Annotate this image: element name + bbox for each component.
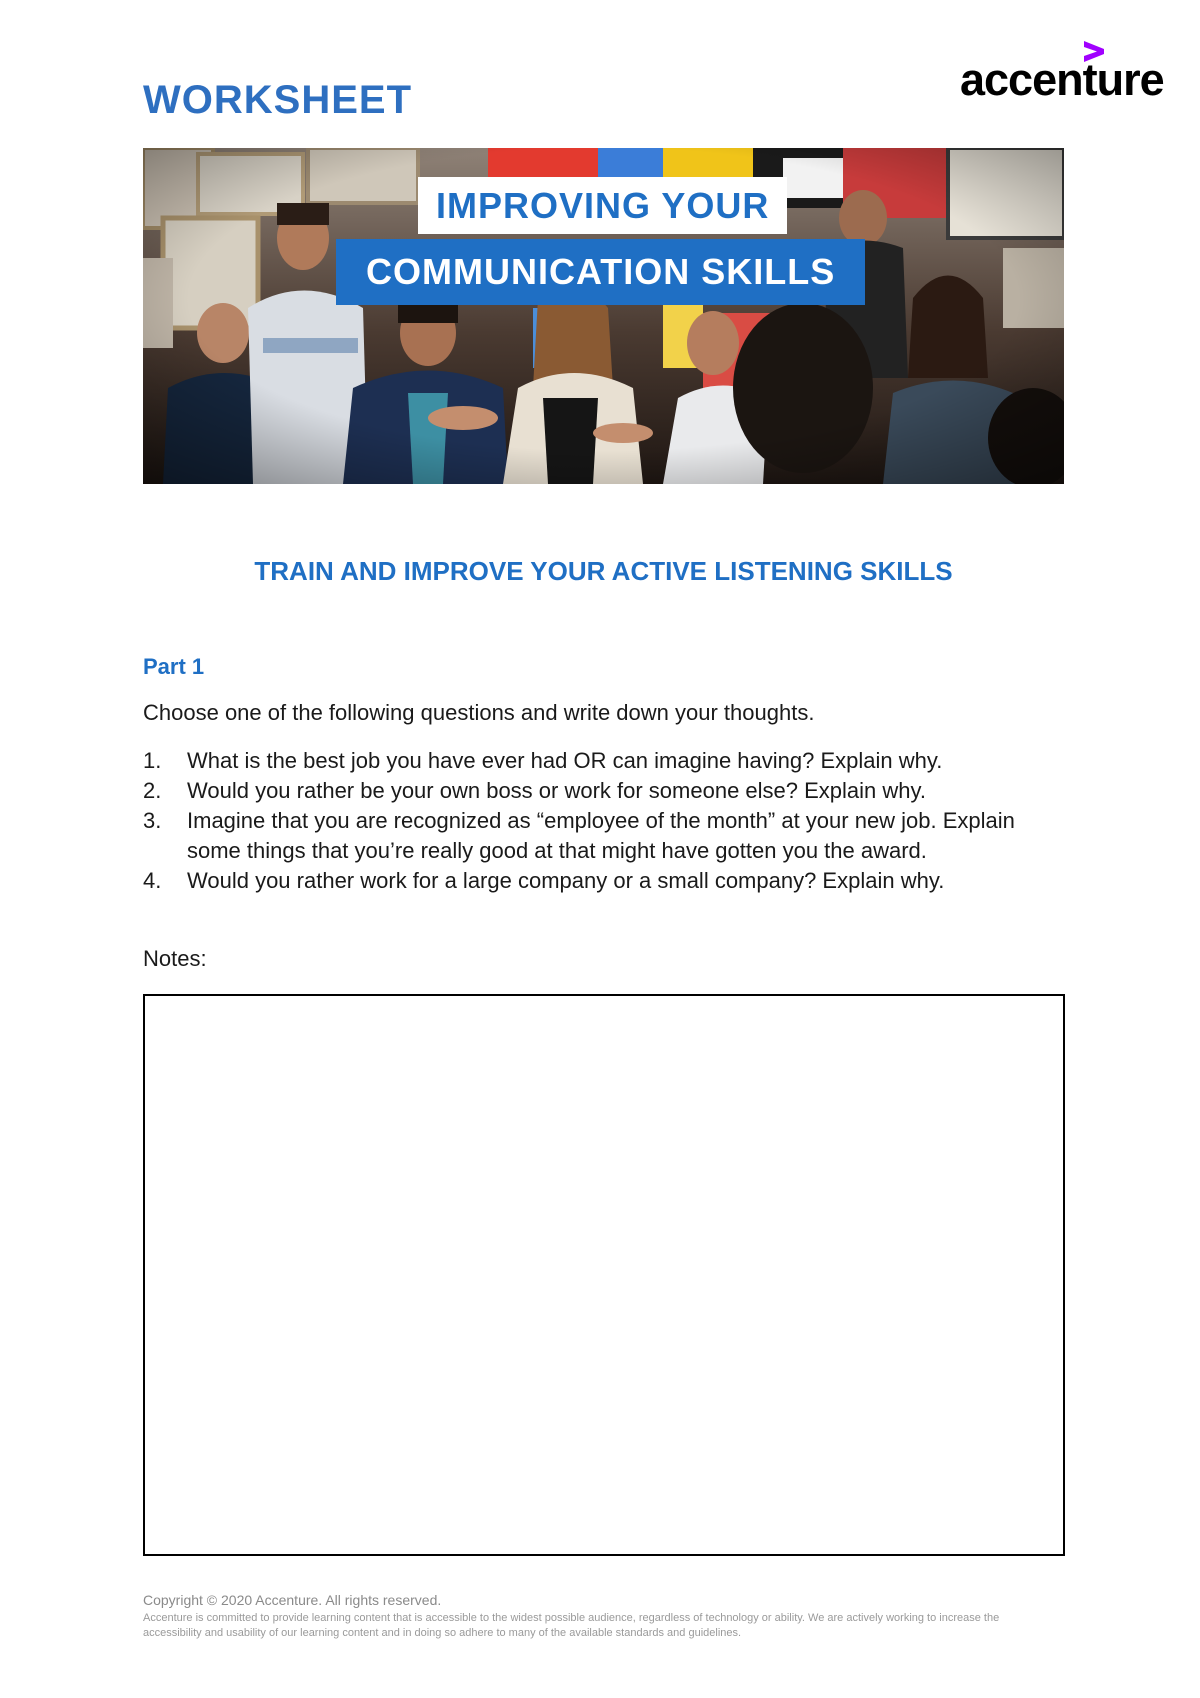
- list-item-number: 2.: [143, 778, 162, 803]
- notes-box[interactable]: [143, 994, 1065, 1556]
- banner-title-line-1: IMPROVING YOUR: [418, 177, 787, 234]
- list-item-number: 1.: [143, 748, 162, 773]
- accenture-logo: [960, 38, 1170, 108]
- intro-text: Choose one of the following questions and write down your thoughts.: [143, 700, 815, 725]
- list-item: [143, 776, 1047, 806]
- list-item: [143, 806, 1047, 866]
- footer-disclaimer: Accenture is committed to provide learning content that is accessible to the widest possible audience, regardless of technology or ability. We are actively working to increase the accessibility and usability of our learning content and in doing so adhere to many of the available standards and guidelines.: [143, 1612, 1000, 1639]
- list-item-number: 3.: [143, 808, 162, 833]
- page-title: WORKSHEET: [143, 78, 412, 122]
- hero-banner: [143, 148, 1064, 484]
- list-item-text: Would you rather be your own boss or work for someone else? Explain why.: [187, 778, 926, 803]
- part-heading: Part 1: [143, 654, 205, 679]
- question-list: [143, 746, 1064, 896]
- list-item-text: Imagine that you are recognized as “employee of the month” at your new job. Explain some things that you’re really good at that might have gotten you the award.: [187, 808, 1015, 863]
- footer-copyright: Copyright © 2020 Accenture. All rights reserved.: [143, 1592, 442, 1608]
- notes-label: Notes:: [143, 946, 207, 971]
- section-heading: TRAIN AND IMPROVE YOUR ACTIVE LISTENING SKILLS: [254, 556, 953, 586]
- list-item: [143, 746, 1047, 776]
- logo-wordmark: accenture: [960, 54, 1164, 105]
- list-item-number: 4.: [143, 868, 162, 893]
- list-item: [143, 866, 1047, 896]
- banner-title-line-2: COMMUNICATION SKILLS: [336, 239, 865, 305]
- list-item-text: Would you rather work for a large company or a small company? Explain why.: [187, 868, 945, 893]
- list-item-text: What is the best job you have ever had OR can imagine having? Explain why.: [187, 748, 943, 773]
